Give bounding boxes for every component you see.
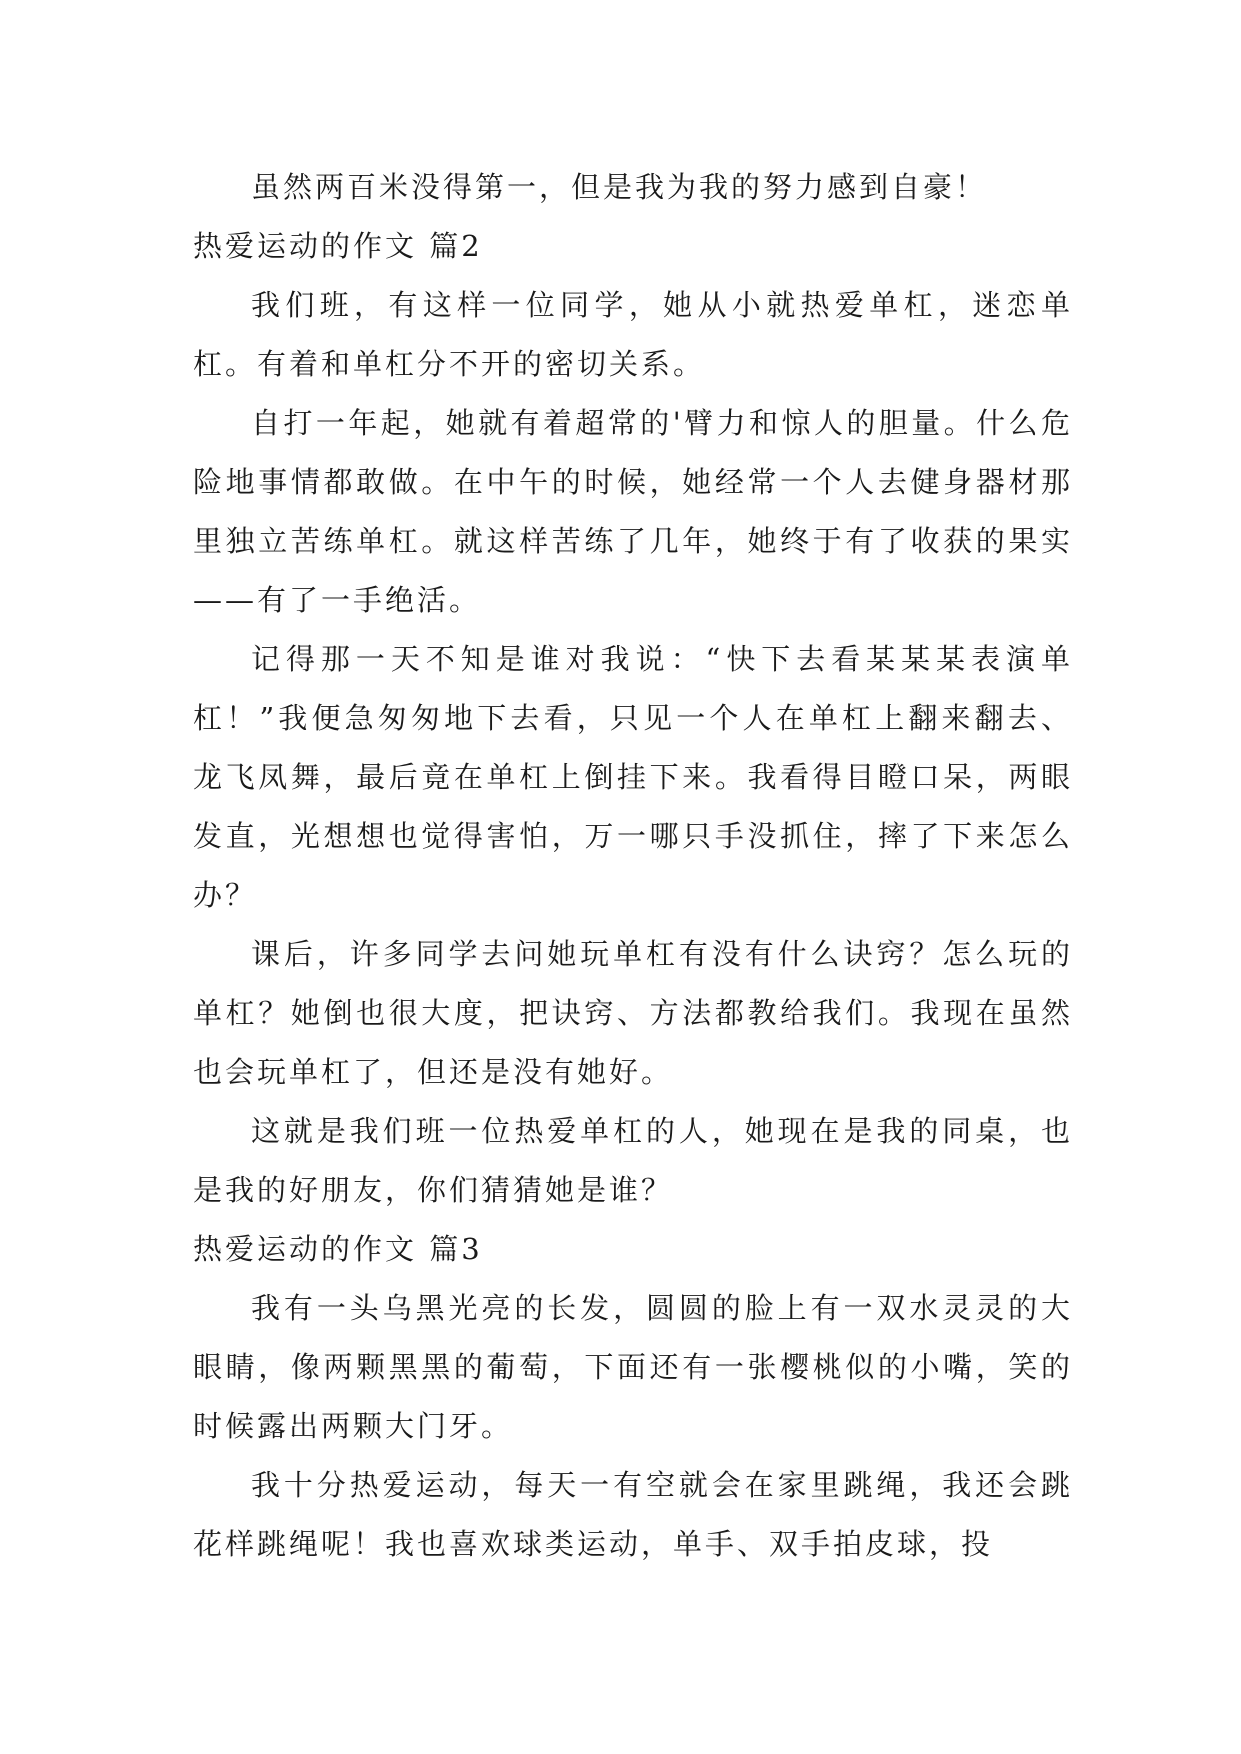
paragraph: 虽然两百米没得第一，但是我为我的努力感到自豪！ <box>251 170 988 204</box>
section-heading: 热爱运动的作文 篇3 <box>193 1232 483 1266</box>
paragraph: 这就是我们班一位热爱单杠的人，她现在是我的同桌，也是我的好朋友，你们猜猜她是谁？ <box>193 1114 1073 1207</box>
paragraph: 我十分热爱运动，每天一有空就会在家里跳绳，我还会跳花样跳绳呢！我也喜欢球类运动，单手、双手拍皮球，投 <box>193 1468 1073 1561</box>
paragraph: 我们班，有这样一位同学，她从小就热爱单杠，迷恋单杠。有着和单杠分不开的密切关系。 <box>193 288 1073 381</box>
document-page <box>193 158 1073 1574</box>
paragraph: 课后，许多同学去问她玩单杠有没有什么诀窍？怎么玩的单杠？她倒也很大度，把诀窍、方法都教给我们。我现在虽然也会玩单杠了，但还是没有她好。 <box>193 937 1073 1089</box>
paragraph: 我有一头乌黑光亮的长发，圆圆的脸上有一双水灵灵的大眼睛，像两颗黑黑的葡萄，下面还有一张樱桃似的小嘴，笑的时候露出两颗大门牙。 <box>193 1291 1073 1443</box>
section-heading: 热爱运动的作文 篇2 <box>193 229 483 263</box>
paragraph: 记得那一天不知是谁对我说：“快下去看某某某表演单杠！”我便急匆匆地下去看，只见一个人在单杠上翻来翻去、龙飞凤舞，最后竟在单杠上倒挂下来。我看得目瞪口呆，两眼发直，光想想也觉得害怕，万一哪只手没抓住，摔了下来怎么办？ <box>193 642 1073 912</box>
paragraph: 自打一年起，她就有着超常的'臂力和惊人的胆量。什么危险地事情都敢做。在中午的时候，她经常一个人去健身器材那里独立苦练单杠。就这样苦练了几年，她终于有了收获的果实——有了一手绝活。 <box>193 406 1073 617</box>
